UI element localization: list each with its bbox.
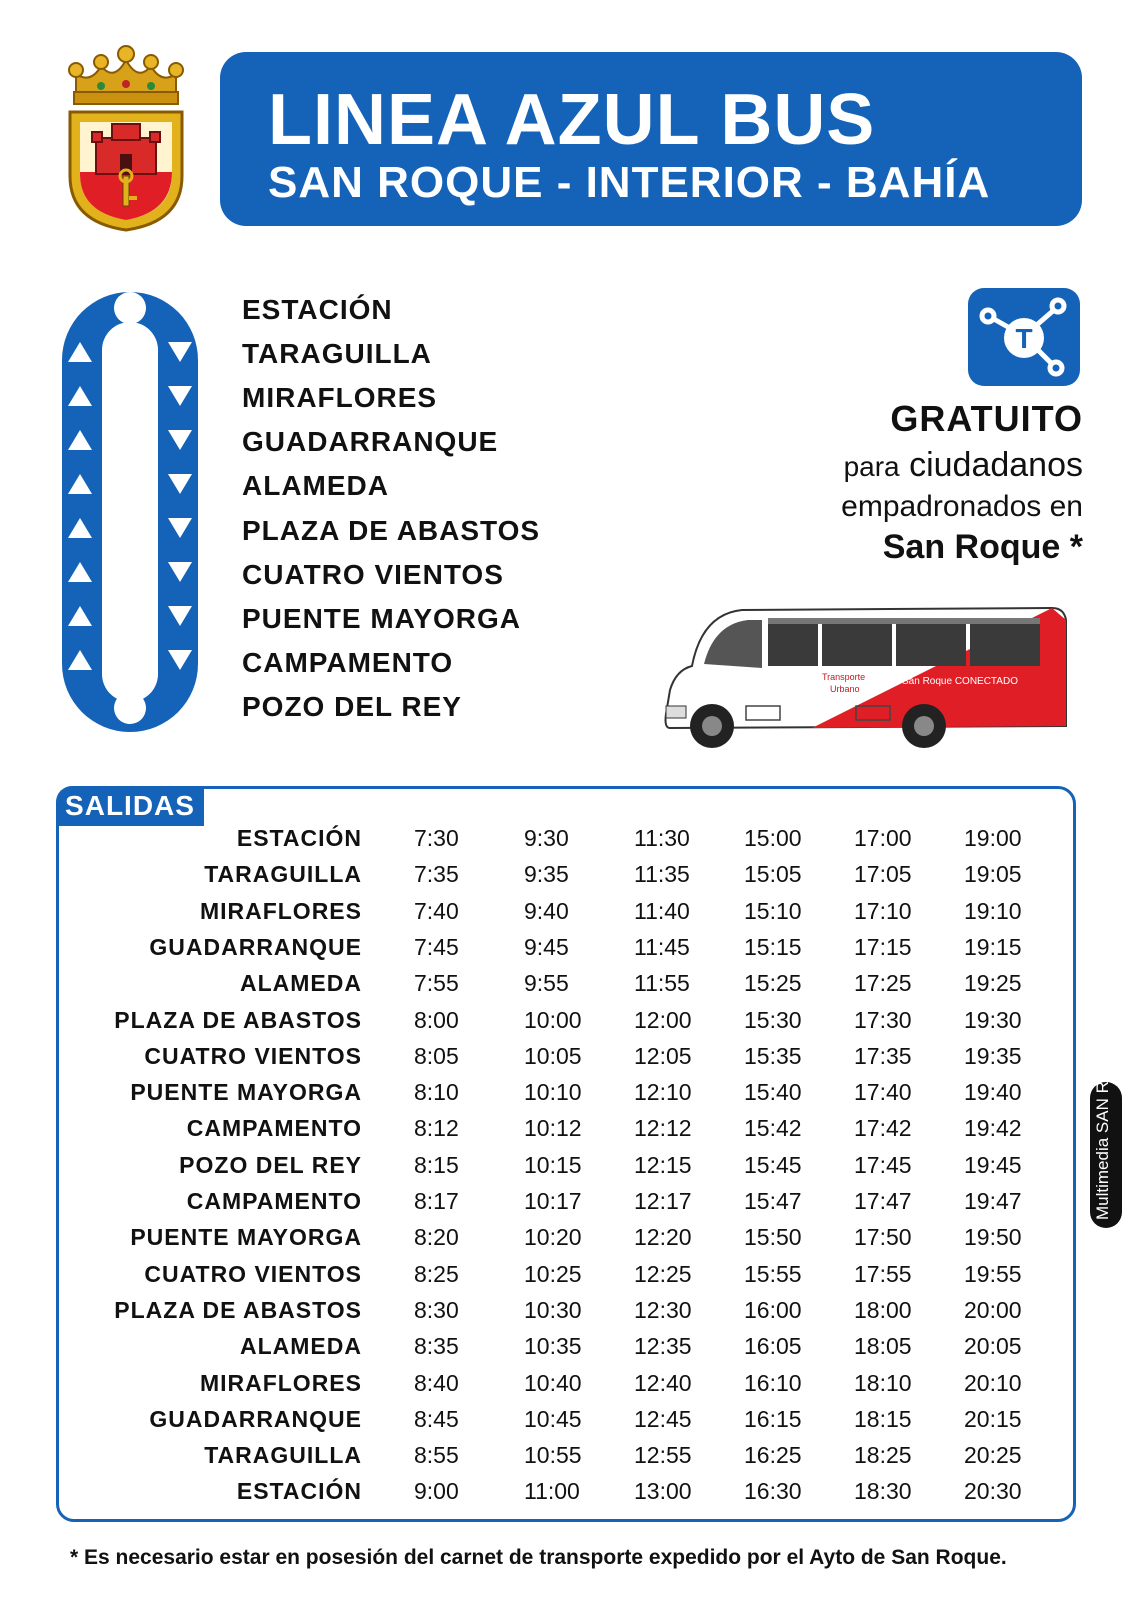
departure-time: 17:42 [854,1115,912,1142]
departure-time: 19:25 [964,970,1022,997]
departure-time: 17:40 [854,1079,912,1106]
departure-time: 19:10 [964,897,1022,924]
row-stop-name: ESTACIÓN [236,1478,362,1505]
departure-time: 20:05 [964,1333,1022,1360]
row-stop-name: CUATRO VIENTOS [144,1260,362,1287]
departure-time: 7:40 [414,897,459,924]
departure-time: 10:00 [524,1006,582,1033]
departure-time: 8:12 [414,1115,459,1142]
departure-time: 15:05 [744,861,802,888]
departure-time: 9:55 [524,970,569,997]
departure-time: 12:40 [634,1369,692,1396]
promo-town: San Roque * [882,528,1083,566]
departure-time: 9:30 [524,825,569,851]
departure-time: 17:10 [854,897,912,924]
departure-time: 8:55 [414,1442,459,1469]
table-row [0,820,1131,856]
route-stop: PLAZA DE ABASTOS [242,515,541,546]
svg-text:Transporte: Transporte [822,672,866,682]
row-stop-name: PUENTE MAYORGA [130,1224,362,1251]
row-stop-name: ALAMEDA [240,1333,362,1360]
departure-time: 10:55 [524,1442,582,1469]
route-stop: ALAMEDA [242,470,389,501]
departure-time: 20:25 [964,1442,1022,1469]
route-stop: ESTACIÓN [242,294,393,325]
departure-time: 10:17 [524,1188,582,1214]
departure-time: 19:00 [964,825,1022,851]
departure-time: 16:30 [744,1478,802,1505]
bus-icon [662,606,1082,760]
departure-time: 15:50 [744,1224,802,1251]
departure-time: 19:15 [964,933,1022,960]
departure-time: 12:55 [634,1442,692,1469]
departure-time: 10:40 [524,1369,582,1396]
page-title: LINEA AZUL BUS [268,80,876,160]
departure-time: 11:30 [634,825,690,851]
departure-time: 17:35 [854,1042,912,1069]
row-stop-name: POZO DEL REY [179,1151,362,1178]
departure-time: 17:25 [854,970,912,997]
departure-time: 12:17 [634,1188,692,1214]
departure-time: 11:35 [634,861,690,888]
departure-time: 20:00 [964,1296,1022,1323]
table-row [0,1328,1131,1364]
departure-time: 19:50 [964,1224,1022,1251]
departure-time: 12:35 [634,1333,692,1360]
departure-time: 16:15 [744,1405,802,1432]
departure-time: 16:25 [744,1442,802,1469]
departure-time: 18:05 [854,1333,912,1360]
departure-time: 16:05 [744,1333,802,1360]
departure-time: 15:15 [744,933,802,960]
promo-citizens-word: ciudadanos [909,446,1083,484]
departure-time: 17:00 [854,825,912,851]
table-row [0,1002,1131,1038]
table-row [0,1256,1131,1292]
departure-time: 9:00 [414,1478,459,1505]
table-row [0,1292,1131,1328]
table-row [0,1365,1131,1401]
departure-time: 20:10 [964,1369,1022,1396]
departure-time: 8:05 [414,1042,459,1069]
table-row [0,1183,1131,1219]
departure-time: 11:40 [634,897,690,924]
departure-time: 12:12 [634,1115,692,1142]
table-row [0,856,1131,892]
departure-time: 18:25 [854,1442,912,1469]
departure-time: 9:40 [524,897,569,924]
departure-time: 15:40 [744,1079,802,1106]
page-subtitle: SAN ROQUE - INTERIOR - BAHÍA [268,158,991,207]
departure-time: 8:00 [414,1006,459,1033]
departure-time: 18:00 [854,1296,912,1323]
departure-time: 17:55 [854,1260,912,1287]
departure-time: 10:05 [524,1042,582,1069]
route-stop: GUADARRANQUE [242,426,499,457]
departure-time: 19:45 [964,1151,1022,1178]
departure-time: 15:55 [744,1260,802,1287]
svg-text:Urbano: Urbano [830,684,860,694]
row-stop-name: TARAGUILLA [204,861,362,888]
table-row [0,1074,1131,1110]
promo-for: para [843,451,900,482]
san-roque-crest-icon [56,26,196,236]
row-stop-name: GUADARRANQUE [149,1405,362,1432]
promo-registered: empadronados en [841,490,1083,523]
side-badge-text: Multimedia SAN ROQUE [1093,1031,1112,1220]
transport-t-icon [968,288,1080,386]
departure-time: 10:45 [524,1405,582,1432]
row-stop-name: MIRAFLORES [199,1369,362,1396]
row-stop-name: CAMPAMENTO [186,1188,362,1214]
departure-time: 11:45 [634,933,690,960]
departure-time: 12:20 [634,1224,692,1251]
departure-time: 16:10 [744,1369,802,1396]
departure-time: 12:30 [634,1296,692,1323]
departure-time: 12:05 [634,1042,692,1069]
departure-time: 12:45 [634,1405,692,1432]
departure-time: 18:15 [854,1405,912,1432]
departure-time: 11:00 [524,1478,580,1505]
departure-time: 8:45 [414,1405,459,1432]
departure-time: 9:45 [524,933,569,960]
route-stop: POZO DEL REY [242,691,462,722]
departure-time: 13:00 [634,1478,692,1505]
table-row [0,1147,1131,1183]
table-row [0,1038,1131,1074]
departure-time: 10:12 [524,1115,582,1142]
departure-time: 17:15 [854,933,912,960]
svg-text:T: T [1015,323,1033,354]
row-stop-name: CAMPAMENTO [186,1115,362,1142]
row-stop-name: ESTACIÓN [236,825,362,851]
departure-time: 12:25 [634,1260,692,1287]
departure-time: 15:30 [744,1006,802,1033]
departure-time: 15:47 [744,1188,802,1214]
svg-text:San Roque CONECTADO: San Roque CONECTADO [902,676,1018,687]
departure-time: 12:00 [634,1006,692,1033]
row-stop-name: PLAZA DE ABASTOS [114,1006,362,1033]
departure-time: 18:30 [854,1478,912,1505]
departure-time: 19:30 [964,1006,1022,1033]
departure-time: 9:35 [524,861,569,888]
departure-time: 8:25 [414,1260,459,1287]
departure-time: 15:25 [744,970,802,997]
departure-time: 16:00 [744,1296,802,1323]
schedule-tab-label: SALIDAS [56,786,204,826]
departure-time: 19:40 [964,1079,1022,1106]
departure-time: 15:35 [744,1042,802,1069]
departure-time: 15:42 [744,1115,802,1142]
departure-time: 10:30 [524,1296,582,1323]
departure-time: 10:10 [524,1079,582,1106]
departure-time: 19:47 [964,1188,1022,1214]
row-stop-name: CUATRO VIENTOS [144,1042,362,1069]
departure-time: 17:45 [854,1151,912,1178]
row-stop-name: MIRAFLORES [199,897,362,924]
departure-time: 19:55 [964,1260,1022,1287]
departure-time: 17:50 [854,1224,912,1251]
departure-time: 7:30 [414,825,459,851]
departure-time: 7:45 [414,933,459,960]
departure-time: 7:35 [414,861,459,888]
departure-time: 12:15 [634,1151,692,1178]
departure-time: 15:10 [744,897,802,924]
departure-time: 10:25 [524,1260,582,1287]
row-stop-name: TARAGUILLA [204,1442,362,1469]
departure-time: 8:35 [414,1333,459,1360]
departure-time: 18:10 [854,1369,912,1396]
table-row [0,1110,1131,1146]
footnote: * Es necesario estar en posesión del carnet de transporte expedido por el Ayto de San Roque. [70,1546,1007,1569]
table-row [0,1219,1131,1255]
departure-time: 15:00 [744,825,802,851]
table-row [0,1401,1131,1437]
table-row [0,965,1131,1001]
table-row [0,1473,1131,1509]
departure-time: 10:20 [524,1224,582,1251]
departure-time: 7:55 [414,970,459,997]
table-row [0,929,1131,965]
route-stop: CUATRO VIENTOS [242,559,504,590]
departure-time: 8:10 [414,1079,459,1106]
departure-time: 19:05 [964,861,1022,888]
route-stop: TARAGUILLA [242,338,432,369]
table-row [0,1437,1131,1473]
row-stop-name: ALAMEDA [240,970,362,997]
departure-time: 19:35 [964,1042,1022,1069]
departure-time: 20:30 [964,1478,1022,1505]
departure-time: 10:35 [524,1333,582,1360]
departure-time: 8:15 [414,1151,459,1178]
row-stop-name: GUADARRANQUE [149,933,362,960]
departure-time: 8:17 [414,1188,459,1214]
departure-time: 8:40 [414,1369,459,1396]
departure-time: 10:15 [524,1151,582,1178]
departure-time: 15:45 [744,1151,802,1178]
table-row [0,893,1131,929]
departure-time: 8:30 [414,1296,459,1323]
promo-citizens [844,446,1083,485]
departure-time: 12:10 [634,1079,692,1106]
route-stop: MIRAFLORES [242,382,438,413]
departure-time: 19:42 [964,1115,1022,1142]
route-stop: CAMPAMENTO [242,647,454,678]
departure-time: 8:20 [414,1224,459,1251]
promo-free: GRATUITO [890,398,1083,439]
departure-time: 17:47 [854,1188,912,1214]
route-loop-icon [58,288,202,736]
row-stop-name: PLAZA DE ABASTOS [114,1296,362,1323]
departure-time: 20:15 [964,1405,1022,1432]
row-stop-name: PUENTE MAYORGA [130,1079,362,1106]
departure-time: 17:30 [854,1006,912,1033]
route-stop: PUENTE MAYORGA [242,603,522,634]
departure-time: 17:05 [854,861,912,888]
departure-time: 11:55 [634,970,690,997]
